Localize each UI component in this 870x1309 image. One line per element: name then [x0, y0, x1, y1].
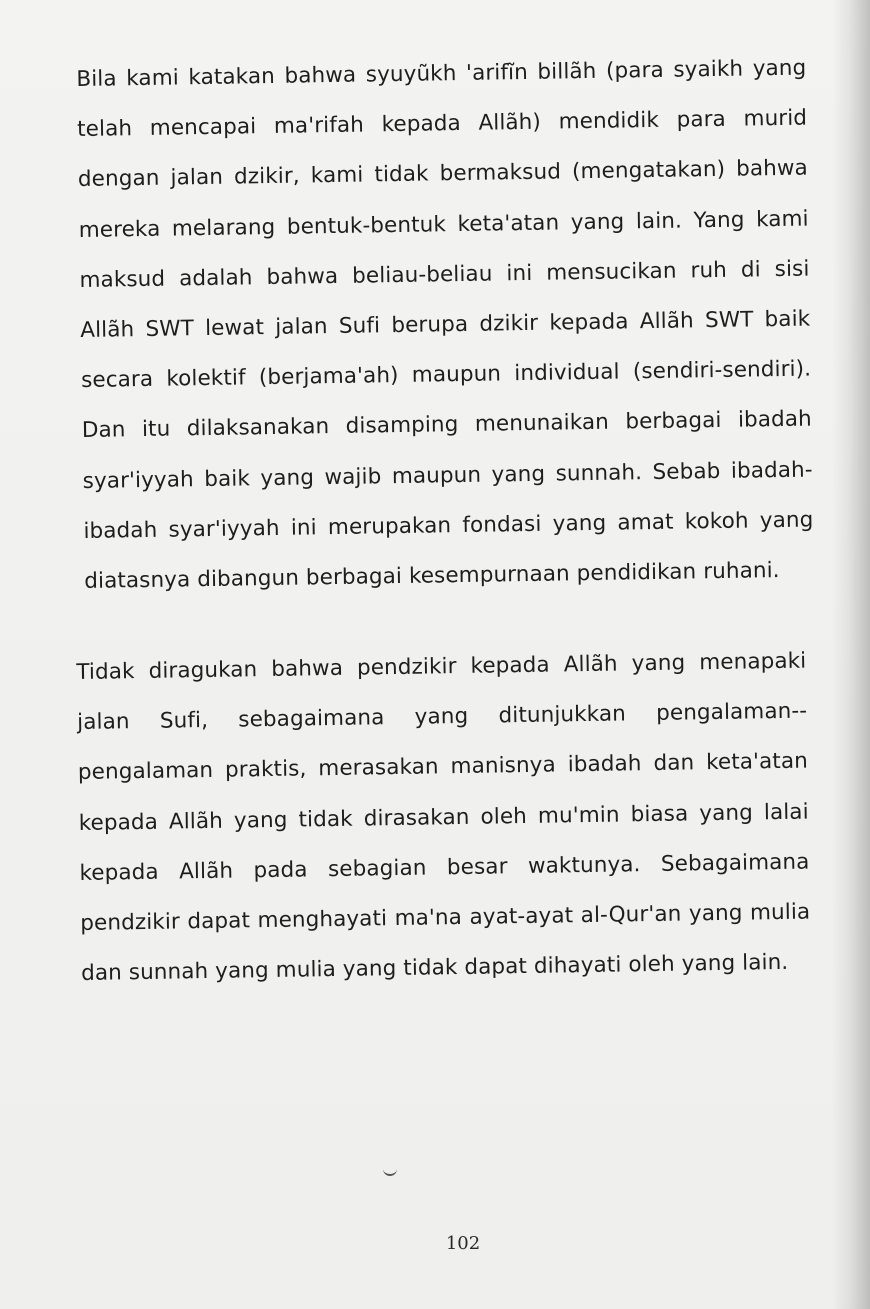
paragraph-2: Tidak diragukan bahwa pendzikir kepada Allãh yang menapaki jalan Sufi, sebagaimana yang ditunjukkan pengalaman--pengalaman praktis, merasakan manisnya ibadah dan keta'atan kepada Allãh yang tidak dirasakan oleh mu'min biasa yang lalai kepada Allãh pada sebagian besar waktunya. Sebagaimana pendzikir dapat menghayati ma'na ayat-ayat al-Qur'an yang mulia dan sunnah yang mulia yang tidak dapat dihayati oleh yang lain. — [76, 648, 811, 987]
page-edge-shadow — [832, 0, 870, 1309]
page-number: 102 — [445, 1233, 481, 1254]
paragraph-1: Bila kami katakan bahwa syuyũkh 'arifĩn billãh (para syaikh yang telah mencapai ma'rifah kepada Allãh) mendidik para murid dengan jalan dzikir, kami tidak bermaksud (mengatakan) bahwa mereka melarang bentuk-bentuk keta'atan yang lain. Yang kami maksud adalah bahwa beliau-beliau ini mensucikan ruh di sisi Allãh SWT lewat jalan Sufi berupa dzikir kepada Allãh SWT baik secara kolektif (berjama'ah) maupun individual (sendiri-sendiri). Dan itu dilaksanakan disamping menunaikan berbagai ibadah syar'iyyah baik yang wajib maupun yang sunnah. Sebab ibadah-ibadah syar'iyyah ini merupakan fondasi yang amat kokoh yang diatasnya dibangun berbagai kesempurnaan pendidikan ruhani. — [76, 55, 814, 594]
stray-ink-mark — [383, 1169, 397, 1176]
